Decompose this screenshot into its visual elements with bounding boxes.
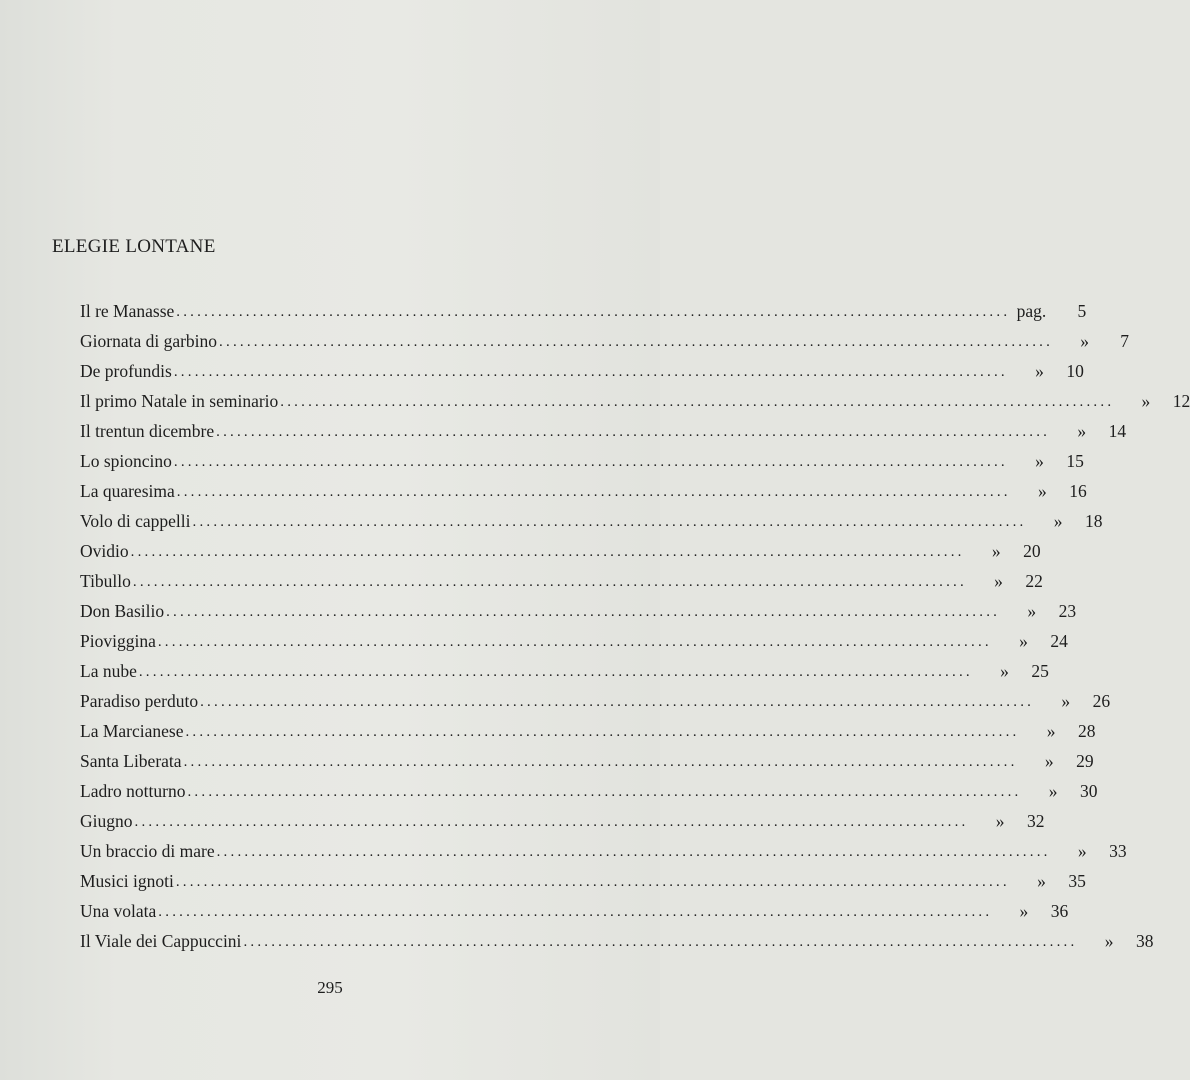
toc-entry-title: Tibullo — [80, 571, 131, 591]
toc-entry — [80, 532, 1041, 562]
toc-entry-title: Paradiso perduto — [80, 691, 199, 711]
section-title: ELEGIE LONTANE — [52, 236, 216, 257]
toc-entry-page: 15 — [1066, 451, 1084, 471]
toc-entry-page: 35 — [1068, 871, 1086, 891]
toc-entry — [80, 442, 1084, 472]
toc-entry-title: Il re Manasse — [80, 301, 175, 321]
toc-entry-title: Giornata di garbino — [80, 331, 218, 351]
toc-entry-title: Un braccio di mare — [80, 841, 215, 861]
dot-leader: ........................................................................................................................ — [216, 424, 1051, 440]
dot-leader: ........................................................................................................................ — [132, 574, 967, 590]
toc-entry — [80, 382, 1190, 412]
toc-entry-title: Volo di cappelli — [80, 511, 191, 531]
toc-entry — [80, 922, 1154, 952]
toc-entry — [80, 652, 1049, 682]
toc-entry-ref: » — [991, 541, 1001, 561]
toc-entry-title: Ladro notturno — [80, 781, 186, 801]
dot-leader: ........................................................................................................................ — [158, 904, 993, 920]
toc-entry-page: 32 — [1027, 811, 1045, 831]
page-number: 295 — [317, 978, 343, 997]
toc-entry-ref: » — [1046, 721, 1056, 741]
toc-entry-ref: » — [1037, 871, 1046, 891]
toc-entry-ref: » — [1077, 421, 1087, 441]
toc-entry — [80, 682, 1111, 712]
dot-leader: ........................................................................................................................ — [219, 334, 1054, 350]
toc-entry — [80, 712, 1096, 742]
toc-entry — [80, 862, 1086, 892]
toc-entry-title: Ovidio — [80, 541, 129, 561]
dot-leader: ........................................................................................................................ — [134, 814, 969, 830]
toc-entry-page: 36 — [1050, 901, 1069, 921]
toc-entry-ref: » — [1035, 361, 1044, 381]
toc-entry-page: 5 — [1077, 301, 1087, 321]
toc-entry-page: 26 — [1092, 691, 1111, 711]
toc-entry-ref: » — [1019, 631, 1028, 651]
table-of-contents — [80, 292, 1190, 952]
toc-entry-title: Pioviggina — [80, 631, 156, 651]
toc-entry — [80, 622, 1068, 652]
toc-entry-page: 25 — [1031, 661, 1049, 681]
toc-entry-ref: » — [1077, 841, 1087, 861]
toc-entry-title: Lo spioncino — [80, 451, 172, 471]
toc-entry — [80, 562, 1043, 592]
dot-leader: ........................................................................................................................ — [130, 544, 965, 560]
toc-entry-page: 29 — [1076, 751, 1094, 771]
toc-entry-page: 14 — [1108, 421, 1127, 441]
dot-leader: ........................................................................................................................ — [243, 934, 1078, 950]
toc-entry-page: 22 — [1025, 571, 1043, 591]
dot-leader: ........................................................................................................................ — [176, 304, 1011, 320]
toc-entry — [80, 592, 1077, 622]
toc-entry — [80, 472, 1087, 502]
toc-entry-ref: » — [1061, 691, 1071, 711]
dot-leader: ........................................................................................................................ — [176, 484, 1011, 500]
toc-entry-ref: » — [994, 571, 1003, 591]
toc-entry-title: Il trentun dicembre — [80, 421, 215, 441]
toc-entry-page: 7 — [1120, 331, 1130, 351]
toc-entry-page: 18 — [1085, 511, 1103, 531]
toc-entry-page: 28 — [1077, 721, 1096, 741]
toc-entry-ref: » — [1027, 601, 1037, 621]
toc-entry-ref: » — [1053, 511, 1063, 531]
toc-entry-title: La quaresima — [80, 481, 175, 501]
dot-leader: ........................................................................................................................ — [187, 784, 1022, 800]
toc-entry-ref: » — [1035, 451, 1044, 471]
toc-entry-page: 20 — [1023, 541, 1041, 561]
toc-entry — [80, 322, 1130, 352]
toc-entry-page: 38 — [1135, 931, 1154, 951]
dot-leader: ........................................................................................................................ — [175, 874, 1010, 890]
toc-entry-page: 24 — [1050, 631, 1068, 651]
toc-entry-title: Il Viale dei Cappuccini — [80, 931, 242, 951]
dot-leader: ........................................................................................................................ — [192, 514, 1027, 530]
toc-entry-ref: » — [1000, 661, 1009, 681]
toc-entry — [80, 832, 1127, 862]
toc-entry-title: Giugno — [80, 811, 133, 831]
toc-entry-title: La Marcianese — [80, 721, 184, 741]
toc-entry — [80, 352, 1084, 382]
toc-entry-title: De profundis — [80, 361, 172, 381]
dot-leader: ........................................................................................................................ — [185, 724, 1020, 740]
toc-entry-page: 23 — [1058, 601, 1077, 621]
toc-entry — [80, 772, 1098, 802]
toc-entry-ref: » — [1104, 931, 1114, 951]
toc-entry — [80, 892, 1069, 922]
toc-entry-ref: » — [1044, 751, 1054, 771]
toc-entry-title: Santa Liberata — [80, 751, 182, 771]
toc-entry-ref: » — [995, 811, 1005, 831]
dot-leader: ........................................................................................................................ — [157, 634, 992, 650]
toc-entry — [80, 292, 1087, 322]
toc-entry-page: 30 — [1079, 781, 1098, 801]
dot-leader: ........................................................................................................................ — [183, 754, 1018, 770]
dot-leader: ........................................................................................................................ — [173, 364, 1008, 380]
toc-entry-ref: » — [1080, 331, 1090, 351]
toc-entry-title: Don Basilio — [80, 601, 165, 621]
dot-leader: ........................................................................................................................ — [216, 844, 1051, 860]
toc-entry-ref: » — [1038, 481, 1047, 501]
toc-entry — [80, 802, 1045, 832]
toc-entry-title: Una volata — [80, 901, 157, 921]
toc-entry-title: Il primo Natale in seminario — [80, 391, 279, 411]
dot-leader: ........................................................................................................................ — [166, 604, 1001, 620]
toc-entry-page: 12 — [1172, 391, 1190, 411]
dot-leader: ........................................................................................................................ — [138, 664, 973, 680]
toc-entry-title: La nube — [80, 661, 137, 681]
dot-leader: ........................................................................................................................ — [173, 454, 1008, 470]
toc-entry-ref: pag. — [1016, 301, 1047, 321]
toc-entry — [80, 412, 1127, 442]
toc-entry — [80, 742, 1094, 772]
toc-entry — [80, 502, 1103, 532]
toc-entry-page: 33 — [1109, 841, 1127, 861]
toc-entry-title: Musici ignoti — [80, 871, 174, 891]
toc-entry-page: 10 — [1066, 361, 1084, 381]
toc-entry-ref: » — [1048, 781, 1058, 801]
toc-entry-ref: » — [1141, 391, 1151, 411]
dot-leader: ........................................................................................................................ — [280, 394, 1115, 410]
toc-entry-ref: » — [1019, 901, 1029, 921]
toc-entry-page: 16 — [1069, 481, 1087, 501]
dot-leader: ........................................................................................................................ — [200, 694, 1035, 710]
